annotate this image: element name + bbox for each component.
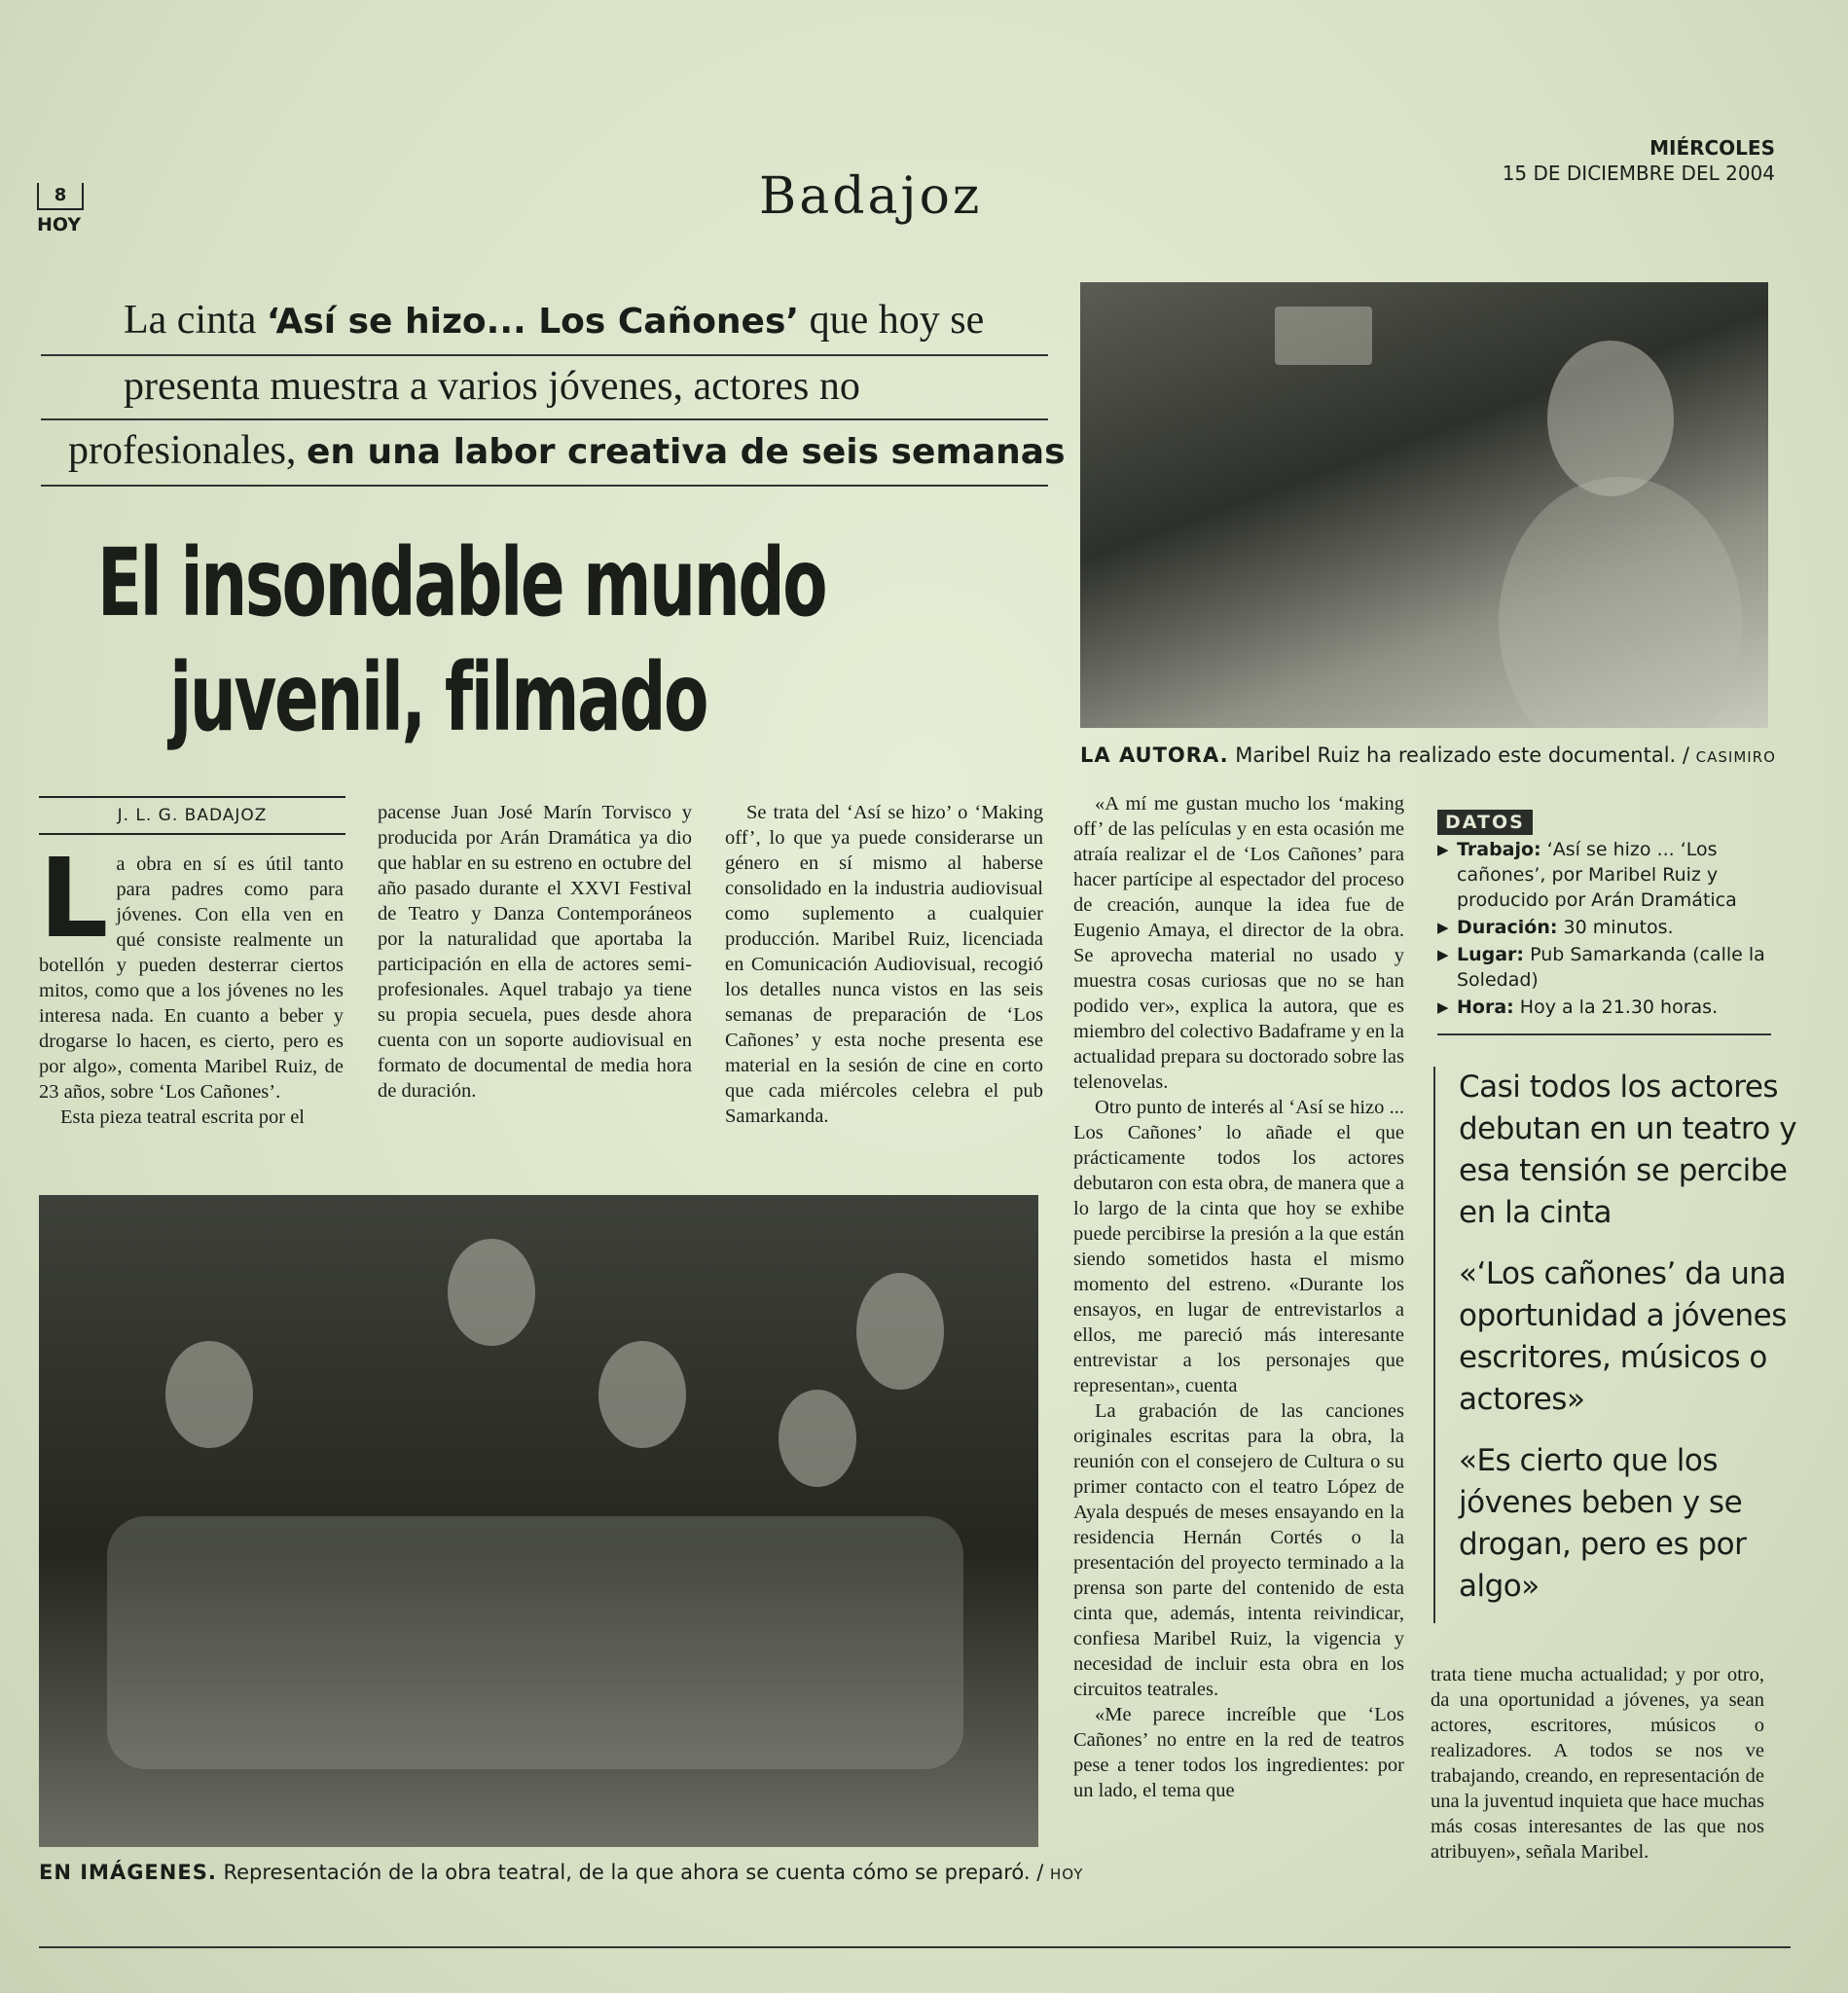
issue-date: 15 DE DICIEMBRE DEL 2004: [1502, 162, 1775, 185]
kicker-text: profesionales,: [68, 428, 307, 473]
facts-label: Trabajo:: [1457, 839, 1541, 860]
paragraph: trata tiene mucha actualidad; y por otro, da una oportunidad a jóvenes, ya sean actores, escritores, músicos o realizadores. A todos se nos ve trabajando, creando, en representación de una la juventud inquieta que hace muchas más cosas interesantes de las que nos atribuyen», señala Maribel.: [1431, 1664, 1764, 1863]
photo-actor: [856, 1273, 944, 1390]
photo-monitor: [1275, 307, 1372, 365]
photo-figure-body: [1499, 477, 1742, 728]
facts-item: [1437, 837, 1771, 913]
paragraph-text: a obra en sí es útil tanto para padres como para jóvenes. Con ella ven en qué consiste realmente un botellón y pueden desterrar ciertos mitos, como que a los jóvenes no les interesa nada. En cuanto a beber y drogarse lo hacen, es cierto, pero es por algo», comenta Maribel Ruiz, de 23 años, sobre ‘Los Cañones’.: [39, 853, 344, 1103]
article-column-3: [725, 800, 1043, 1129]
byline: J. L. G. BADAJOZ: [39, 796, 345, 835]
kicker-line-1: [41, 290, 1048, 356]
photo-actor: [448, 1239, 535, 1346]
paragraph: «Me parece increíble que ‘Los Cañones’ no entre en la red de teatros pese a tener todos los ingredientes: por un lado, el tema que: [1073, 1704, 1404, 1801]
headline-line-1: El insondable mundo: [97, 528, 826, 637]
pullquote: Casi todos los actores debutan en un teatro y esa tensión se percibe en la cinta: [1459, 1069, 1797, 1230]
kicker-text: que hoy se: [799, 298, 985, 343]
facts-item: [1437, 995, 1771, 1020]
bottom-rule: [39, 1946, 1791, 1948]
facts-box: [1437, 810, 1771, 1035]
caption-label: EN IMÁGENES.: [39, 1861, 217, 1884]
photo-actor: [165, 1341, 253, 1448]
kicker-text: La cinta: [124, 298, 267, 343]
headline-line-2: juvenil, filmado: [169, 643, 707, 752]
kicker: [41, 290, 1066, 487]
photo-credit: HOY: [1050, 1866, 1084, 1883]
photo-actor: [779, 1390, 856, 1487]
article-column-4: [1073, 791, 1404, 1803]
facts-text: ‘Así se hizo ... ‘Los cañones’, por Maribel Ruiz y producido por Arán Dramática: [1457, 839, 1737, 911]
caption-label: LA AUTORA.: [1080, 743, 1229, 767]
facts-item: [1437, 915, 1771, 940]
facts-item: [1437, 942, 1771, 993]
facts-label: Duración:: [1457, 917, 1558, 938]
arrow-icon: ▶: [1437, 946, 1449, 963]
photo-author: [1080, 282, 1768, 728]
page-number: 8: [37, 183, 84, 210]
photo-actor: [598, 1341, 686, 1448]
kicker-line-2: presenta muestra a varios jóvenes, actores no: [41, 356, 1048, 420]
photo-figure-head: [1547, 341, 1674, 496]
drop-cap: L: [39, 836, 109, 962]
paragraph: La grabación de las canciones originales escritas para la obra, la reunión con el consejero de Cultura o su primer contacto con el teatro López de Ayala después de meses ensayando en la residencia Hernán Cortés o la presentación del proyecto terminado a la prensa son parte del contenido de esta cinta que, además, intenta reivindicar, confiesa Maribel Ruiz, la vigencia y necesidad de incluir esta obra en los circuitos teatrales.: [1073, 1400, 1404, 1700]
arrow-icon: ▶: [1437, 919, 1449, 936]
facts-text: Pub Samarkanda (calle la Soledad): [1457, 944, 1765, 991]
section-title: Badajoz: [759, 167, 983, 226]
kicker-line-3: [41, 420, 1066, 487]
photo-bench: [107, 1516, 963, 1769]
article-column-2: [378, 800, 692, 1104]
pullquote: «Es cierto que los jóvenes beben y se drogan, pero es por algo»: [1459, 1443, 1747, 1604]
facts-label: Hora:: [1457, 996, 1514, 1018]
article-column-5: [1431, 1662, 1764, 1865]
headline: [97, 525, 826, 755]
pullquotes: [1433, 1067, 1819, 1623]
paragraph: Otro punto de interés al ‘Así se hizo ... Los Cañones’ lo añade el que prácticamente todos los actores debutaron con esta obra, de manera que a lo largo de la cinta que hoy se exhibe puede percibirse la presión a la que están siendo sometidos hasta el mismo momento del estreno. «Durante los ensayos, en lugar de entrevistarlos a ellos, me pareció más interesante entrevistar a los personajes que representan», cuenta: [1073, 1097, 1404, 1396]
facts-title: DATOS: [1437, 810, 1533, 835]
arrow-icon: ▶: [1437, 998, 1449, 1016]
paragraph: Esta pieza teatral escrita por el: [60, 1106, 305, 1128]
kicker-bold: en una labor creativa de seis semanas: [306, 432, 1066, 472]
photo-play-caption: [39, 1861, 1083, 1884]
paragraph: [39, 836, 344, 1105]
photo-credit: CASIMIRO: [1695, 748, 1776, 766]
facts-label: Lugar:: [1457, 944, 1525, 965]
pullquote: «‘Los cañones’ da una oportunidad a jóvenes escritores, músicos o actores»: [1459, 1256, 1787, 1417]
paragraph: pacense Juan José Marín Torvisco y producida por Arán Dramática ya dio que hablar en su estreno en octubre del año pasado durante el XXVI Festival de Teatro y Danza Contemporáneos por la naturalidad que aportaba la participación en ella de actores semi-profesionales. Aquel trabajo ya tiene su propia secuela, pues desde ahora cuenta con un soporte audiovisual en formato de documental de media hora de duración.: [378, 802, 692, 1102]
paragraph: «A mí me gustan mucho los ‘making off’ de las películas y en esta ocasión me atraía realizar el de ‘Los Cañones’ para hacer partícipe al espectador del proceso de creación, aunque la idea fue de Eugenio Amaya, el director de la obra. Se aprovecha material no usado y muestra cosas curiosas que no se han podido ver», explica la autora, que es miembro del colectivo Badaframe y en la actualidad prepara su doctorado sobre las telenovelas.: [1073, 793, 1404, 1093]
paragraph: Se trata del ‘Así se hizo’ o ‘Making off’, lo que ya puede considerarse un género en sí mismo al haberse consolidado en la industria audiovisual como suplemento a cualquier producción. Maribel Ruiz, licenciada en Comunicación Audiovisual, recogió los detalles nunca vistos en las seis semanas de preparación de ‘Los Cañones’ y esta noche presenta ese material en la sesión de cine en corto que cada miércoles celebra el pub Samarkanda.: [725, 802, 1043, 1127]
caption-text: Maribel Ruiz ha realizado este documental. /: [1228, 743, 1696, 767]
photo-author-caption: [1080, 743, 1776, 767]
facts-text: Hoy a la 21.30 horas.: [1513, 996, 1719, 1018]
photo-play: [39, 1195, 1038, 1847]
article-column-1: [39, 836, 344, 1130]
issue-weekday: MIÉRCOLES: [1649, 136, 1775, 160]
kicker-bold: ‘Así se hizo... Los Cañones’: [266, 302, 800, 342]
arrow-icon: ▶: [1437, 841, 1449, 858]
facts-text: 30 minutos.: [1557, 917, 1674, 938]
publication-name: HOY: [37, 214, 82, 236]
caption-text: Representación de la obra teatral, de la que ahora se cuenta cómo se preparó. /: [216, 1861, 1050, 1884]
